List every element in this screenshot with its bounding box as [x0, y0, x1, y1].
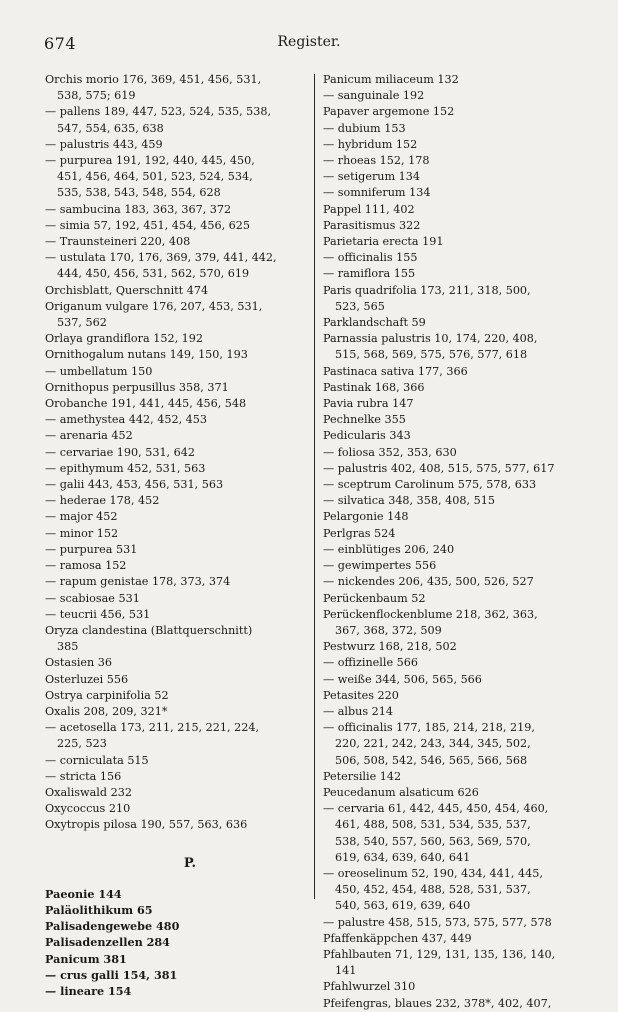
index-entry-line: — einblütiges 206, 240	[323, 542, 455, 556]
index-entry-line: Panicum miliaceum 132	[323, 73, 459, 86]
index-entry-line: Parnassia palustris 10, 174, 220, 408,	[323, 332, 538, 346]
index-entry-line: Perlgras 524	[323, 526, 396, 540]
right-index-entries	[323, 72, 585, 1012]
index-entry-line: — palustris 443, 459	[45, 137, 163, 151]
index-entry-line: 225, 523	[57, 737, 107, 751]
index-entry-line: Petersilie 142	[323, 769, 402, 783]
index-entry-line: 367, 368, 372, 509	[335, 623, 442, 637]
index-entry-line: Perückenflockenblume 218, 362, 363,	[323, 607, 538, 621]
index-entry-line: 450, 452, 454, 488, 528, 531, 537,	[335, 883, 531, 897]
index-entry-line: — cervariae 190, 531, 642	[45, 445, 196, 459]
index-entry-line: — cervaria 61, 442, 445, 450, 454, 460,	[323, 802, 549, 816]
index-entry-line: Palisadenzellen 284	[45, 935, 170, 950]
index-entry-line: — weiße 344, 506, 565, 566	[323, 672, 482, 686]
index-entry-line: Orchis morio 176, 369, 451, 456, 531,	[45, 73, 262, 86]
index-entry-line: — teucrii 456, 531	[45, 607, 151, 621]
index-entry-line: — sceptrum Carolinum 575, 578, 633	[323, 478, 537, 492]
index-entry-line: Osterluzei 556	[45, 672, 129, 686]
index-entry-line: Paeonie 144	[45, 886, 122, 901]
index-entry-line: Pfaffenkäppchen 437, 449	[323, 931, 472, 945]
running-head: Register.	[277, 34, 341, 50]
index-entry-line: Paläolithikum 65	[45, 902, 153, 917]
index-entry-line: — officinalis 155	[323, 251, 418, 265]
index-entry-line: Panicum 381	[45, 951, 127, 966]
index-entry-line: — offizinelle 566	[323, 656, 418, 670]
index-entry-line: Papaver argemone 152	[323, 105, 455, 119]
index-entry-line: — purpurea 531	[45, 542, 138, 556]
column-divider	[314, 74, 315, 899]
index-entry-line: — officinalis 177, 185, 214, 218, 219,	[323, 721, 535, 735]
index-entry-line: — rhoeas 152, 178	[323, 154, 430, 168]
page-number: 674	[44, 34, 77, 53]
index-entry-line: Orchisblatt, Querschnitt 474	[45, 283, 209, 297]
index-entry-line: Ostasien 36	[45, 656, 113, 670]
index-entry-line: — rapum genistae 178, 373, 374	[45, 575, 231, 589]
index-entry-line: Orlaya grandiflora 152, 192	[45, 332, 204, 346]
index-entry-line: 461, 488, 508, 531, 534, 535, 537,	[335, 818, 531, 832]
index-entry-line: Ornithopus perpusillus 358, 371	[45, 380, 229, 394]
index-entry-line: — galii 443, 453, 456, 531, 563	[45, 478, 224, 492]
index-entry-line: 444, 450, 456, 531, 562, 570, 619	[57, 267, 250, 281]
right-column	[323, 72, 585, 1012]
index-entry-line: 515, 568, 569, 575, 576, 577, 618	[335, 348, 528, 362]
index-entry-line: — somniferum 134	[323, 186, 431, 200]
index-entry-line: — albus 214	[323, 704, 394, 718]
index-entry-line: 537, 562	[57, 316, 107, 330]
index-entry-line: Parietaria erecta 191	[323, 235, 444, 249]
index-entry-line: 451, 456, 464, 501, 523, 524, 534,	[57, 170, 253, 184]
index-entry-line: Perückenbaum 52	[323, 591, 426, 605]
index-entry-line: — major 452	[45, 510, 118, 524]
index-entry-line: — gewimpertes 556	[323, 559, 437, 573]
index-entry-line: — setigerum 134	[323, 170, 421, 184]
index-entry-line: Pedicularis 343	[323, 429, 411, 443]
index-entry-line: — silvatica 348, 358, 408, 515	[323, 494, 495, 508]
index-entry-line: Oryza clandestina (Blattquerschnitt)	[45, 623, 253, 637]
index-entry-line: — lineare 154	[45, 983, 132, 998]
index-entry-line: — sambucina 183, 363, 367, 372	[45, 202, 232, 216]
index-entry-line: 538, 540, 557, 560, 563, 569, 570,	[335, 834, 531, 848]
index-entry-line: 385	[57, 640, 79, 654]
index-entry-line: Parasitismus 322	[323, 218, 421, 232]
index-entry-line: — stricta 156	[45, 769, 122, 783]
index-entry-line: — ramiflora 155	[323, 267, 416, 281]
index-entry-line: — purpurea 191, 192, 440, 445, 450,	[45, 154, 255, 168]
index-entry-line: — Traunsteineri 220, 408	[45, 235, 191, 249]
index-entry-line: Palisadengewebe 480	[45, 919, 180, 934]
index-entry-line: Parklandschaft 59	[323, 316, 426, 330]
index-entry-line: 619, 634, 639, 640, 641	[335, 850, 471, 864]
index-entry-line: Ostrya carpinifolia 52	[45, 688, 169, 702]
index-entry-line: Peucedanum alsaticum 626	[323, 785, 479, 799]
index-entry-line: — ustulata 170, 176, 369, 379, 441, 442,	[45, 251, 277, 265]
index-entry-line: Oxycoccus 210	[45, 802, 131, 816]
index-entry-line: — amethystea 442, 452, 453	[45, 413, 208, 427]
index-entry-line: 506, 508, 542, 546, 565, 566, 568	[335, 753, 528, 767]
index-entry-line: Pechnelke 355	[323, 413, 406, 427]
left-index-entries	[45, 72, 305, 834]
index-entry-line: Ornithogalum nutans 149, 150, 193	[45, 348, 248, 362]
index-entry-line: 220, 221, 242, 243, 344, 345, 502,	[335, 737, 531, 751]
index-entry-line: — dubium 153	[323, 121, 406, 135]
index-entry-line: 540, 563, 619, 639, 640	[335, 899, 471, 913]
index-entry-line: — foliosa 352, 353, 630	[323, 445, 457, 459]
index-entry-line: 538, 575; 619	[57, 89, 136, 103]
index-entry-line: Pfeifengras, blaues 232, 378*, 402, 407,	[323, 996, 552, 1010]
index-entry-line: — sanguinale 192	[323, 89, 425, 103]
index-entry-line: — palustre 458, 515, 573, 575, 577, 578	[323, 915, 552, 929]
index-entry-line: Oxytropis pilosa 190, 557, 563, 636	[45, 818, 248, 832]
p-index-entries	[45, 886, 305, 999]
index-entry-line: — oreoselinum 52, 190, 434, 441, 445,	[323, 866, 543, 880]
index-entry-line: Paris quadrifolia 173, 211, 318, 500,	[323, 283, 531, 297]
left-column	[45, 72, 305, 999]
index-entry-line: — corniculata 515	[45, 753, 149, 767]
index-entry-line: — umbellatum 150	[45, 364, 153, 378]
index-entry-line: Pestwurz 168, 218, 502	[323, 640, 457, 654]
index-entry-line: Oxaliswald 232	[45, 785, 132, 799]
index-entry-line: Origanum vulgare 176, 207, 453, 531,	[45, 299, 263, 313]
index-entry-line: — pallens 189, 447, 523, 524, 535, 538,	[45, 105, 272, 119]
index-entry-line: Orobanche 191, 441, 445, 456, 548	[45, 397, 247, 411]
index-entry-line: — crus galli 154, 381	[45, 967, 178, 982]
section-letter-p: P.	[183, 855, 197, 871]
index-entry-line: Pastinak 168, 366	[323, 380, 425, 394]
index-entry-line: 141	[335, 964, 357, 978]
index-entry-line: 547, 554, 635, 638	[57, 121, 164, 135]
index-entry-line: Oxalis 208, 209, 321*	[45, 704, 168, 718]
index-entry-line: — minor 152	[45, 526, 119, 540]
index-entry-line: — palustris 402, 408, 515, 575, 577, 617	[323, 461, 555, 475]
index-entry-line: — nickendes 206, 435, 500, 526, 527	[323, 575, 534, 589]
index-entry-line: 535, 538, 543, 548, 554, 628	[57, 186, 221, 200]
index-entry-line: — hybridum 152	[323, 137, 418, 151]
index-entry-line: — acetosella 173, 211, 215, 221, 224,	[45, 721, 260, 735]
index-entry-line: Pelargonie 148	[323, 510, 409, 524]
index-entry-line: — simia 57, 192, 451, 454, 456, 625	[45, 218, 251, 232]
index-entry-line: — hederae 178, 452	[45, 494, 160, 508]
index-entry-line: Pavia rubra 147	[323, 397, 414, 411]
index-entry-line: Petasites 220	[323, 688, 399, 702]
index-entry-line: Pfahlwurzel 310	[323, 980, 416, 994]
index-entry-line: Pappel 111, 402	[323, 202, 415, 216]
index-entry-line: — arenaria 452	[45, 429, 133, 443]
index-entry-line: — ramosa 152	[45, 559, 127, 573]
index-entry-line: — epithymum 452, 531, 563	[45, 461, 206, 475]
index-entry-line: 523, 565	[335, 299, 385, 313]
index-entry-line: — scabiosae 531	[45, 591, 140, 605]
index-entry-line: Pastinaca sativa 177, 366	[323, 364, 468, 378]
index-entry-line: Pfahlbauten 71, 129, 131, 135, 136, 140,	[323, 947, 556, 961]
